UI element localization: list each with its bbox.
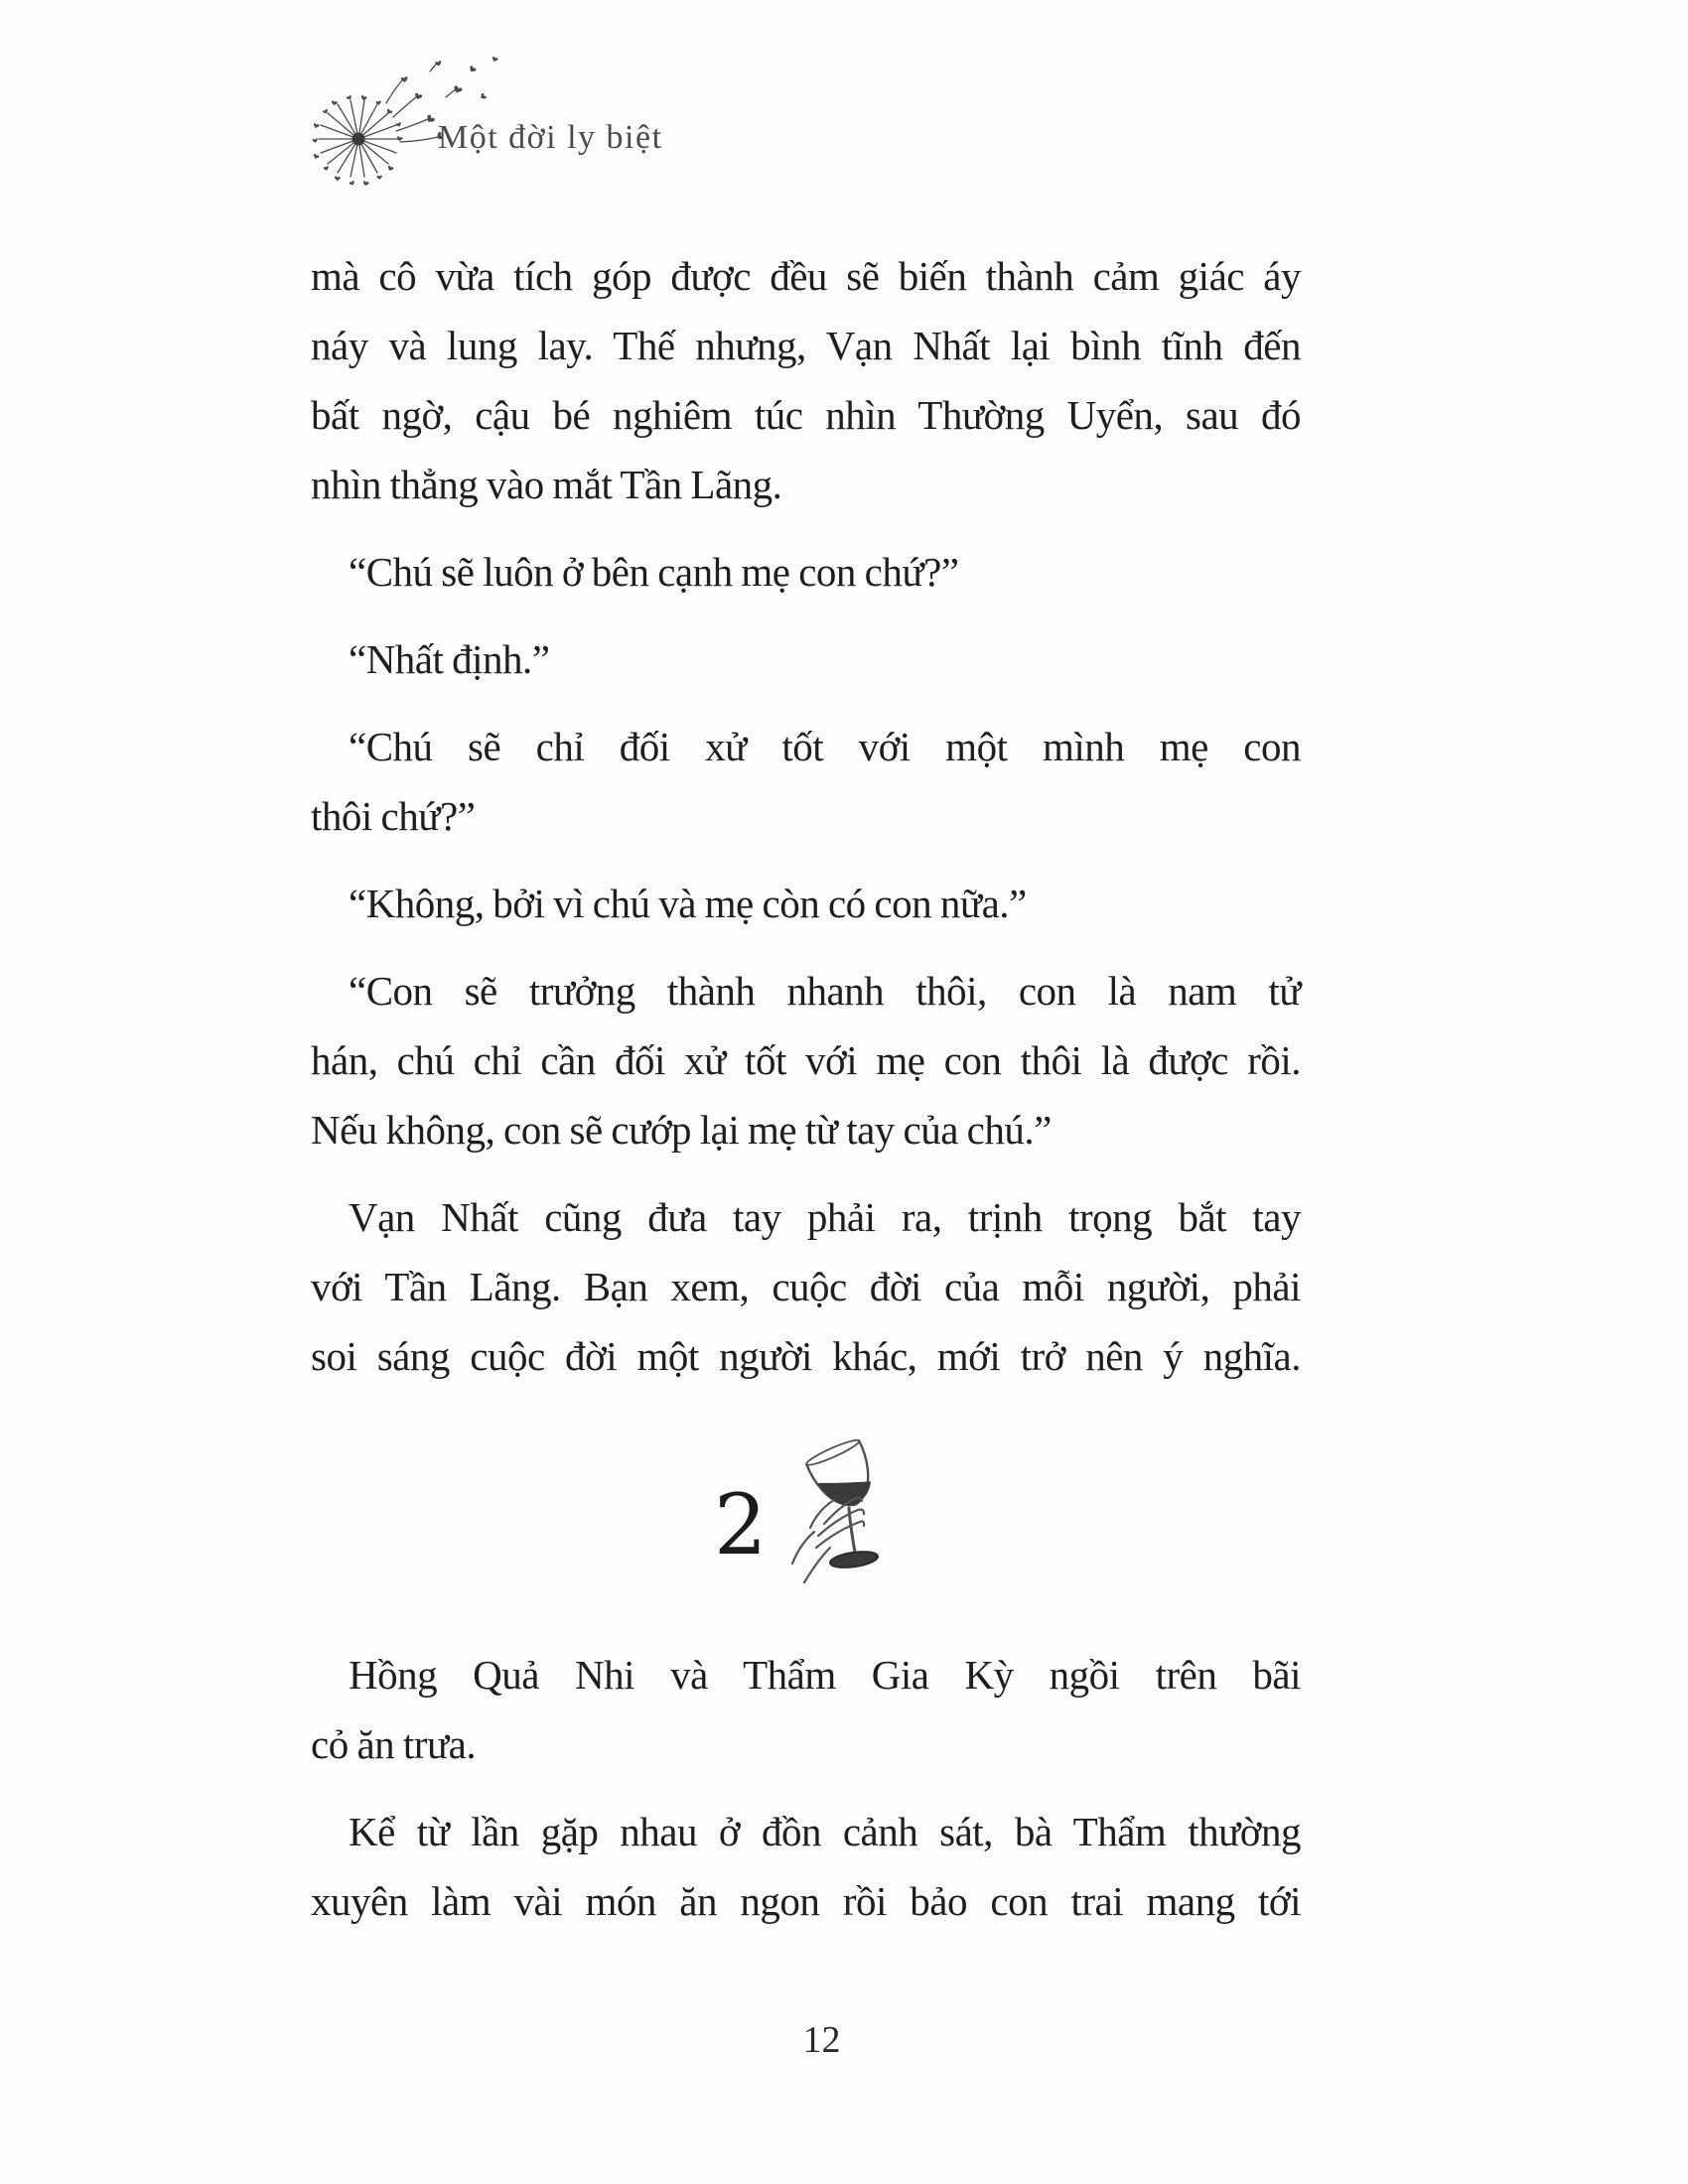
body-text (311, 241, 1301, 1954)
text-line: thôi chứ?” (311, 793, 476, 839)
text-line: xuyên làm vài món ăn ngon rồi bảo con trai mang tới (311, 1878, 1301, 1924)
text-line: bất ngờ, cậu bé nghiêm túc nhìn Thường Uyển, sau đó (311, 392, 1301, 438)
paragraph (311, 1640, 1301, 1779)
page-title: Một đời ly biệt (438, 119, 663, 156)
hand-holding-wine-glass-icon (790, 1436, 898, 1585)
text-line: Vạn Nhất cũng đưa tay phải ra, trịnh trọng bắt tay (349, 1194, 1301, 1240)
text-line: mà cô vừa tích góp được đều sẽ biến thành cảm giác áy (311, 253, 1301, 299)
text-line: nhìn thẳng vào mắt Tần Lãng. (311, 462, 782, 507)
paragraph (311, 537, 1301, 607)
text-line: “Chú sẽ chỉ đối xử tốt với một mình mẹ con (349, 724, 1301, 769)
text-line: Kể từ lần gặp nhau ở đồn cảnh sát, bà Thẩm thường (349, 1809, 1301, 1854)
text-line: Nếu không, con sẽ cướp lại mẹ từ tay của chú.” (311, 1107, 1052, 1153)
text-line: cỏ ăn trưa. (311, 1721, 477, 1767)
page-number: 12 (802, 2019, 841, 2061)
text-line: hán, chú chỉ cần đối xử tốt với mẹ con thôi là được rồi. (311, 1037, 1301, 1083)
text-line: Hồng Quả Nhi và Thẩm Gia Kỳ ngồi trên bãi (349, 1652, 1301, 1698)
text-line: “Nhất định.” (349, 636, 550, 682)
text-line: “Không, bởi vì chú và mẹ còn có con nữa.” (349, 881, 1027, 926)
text-line: náy và lung lay. Thế nhưng, Vạn Nhất lại bình tĩnh đến (311, 323, 1301, 368)
text-line: với Tần Lãng. Bạn xem, cuộc đời của mỗi người, phải (311, 1264, 1301, 1309)
paragraph (311, 624, 1301, 694)
paragraph (311, 241, 1301, 519)
paragraph (311, 1182, 1301, 1391)
section-number: 2 (714, 1476, 767, 1573)
text-line: soi sáng cuộc đời một người khác, mới trở nên ý nghĩa. (311, 1333, 1301, 1379)
paragraph (311, 956, 1301, 1164)
section-divider (311, 1436, 1301, 1585)
text-line: “Con sẽ trưởng thành nhanh thôi, con là nam tử (349, 968, 1301, 1014)
paragraph (311, 869, 1301, 938)
paragraph (311, 712, 1301, 851)
text-line: “Chú sẽ luôn ở bên cạnh mẹ con chứ?” (349, 549, 959, 595)
paragraph (311, 1797, 1301, 1936)
